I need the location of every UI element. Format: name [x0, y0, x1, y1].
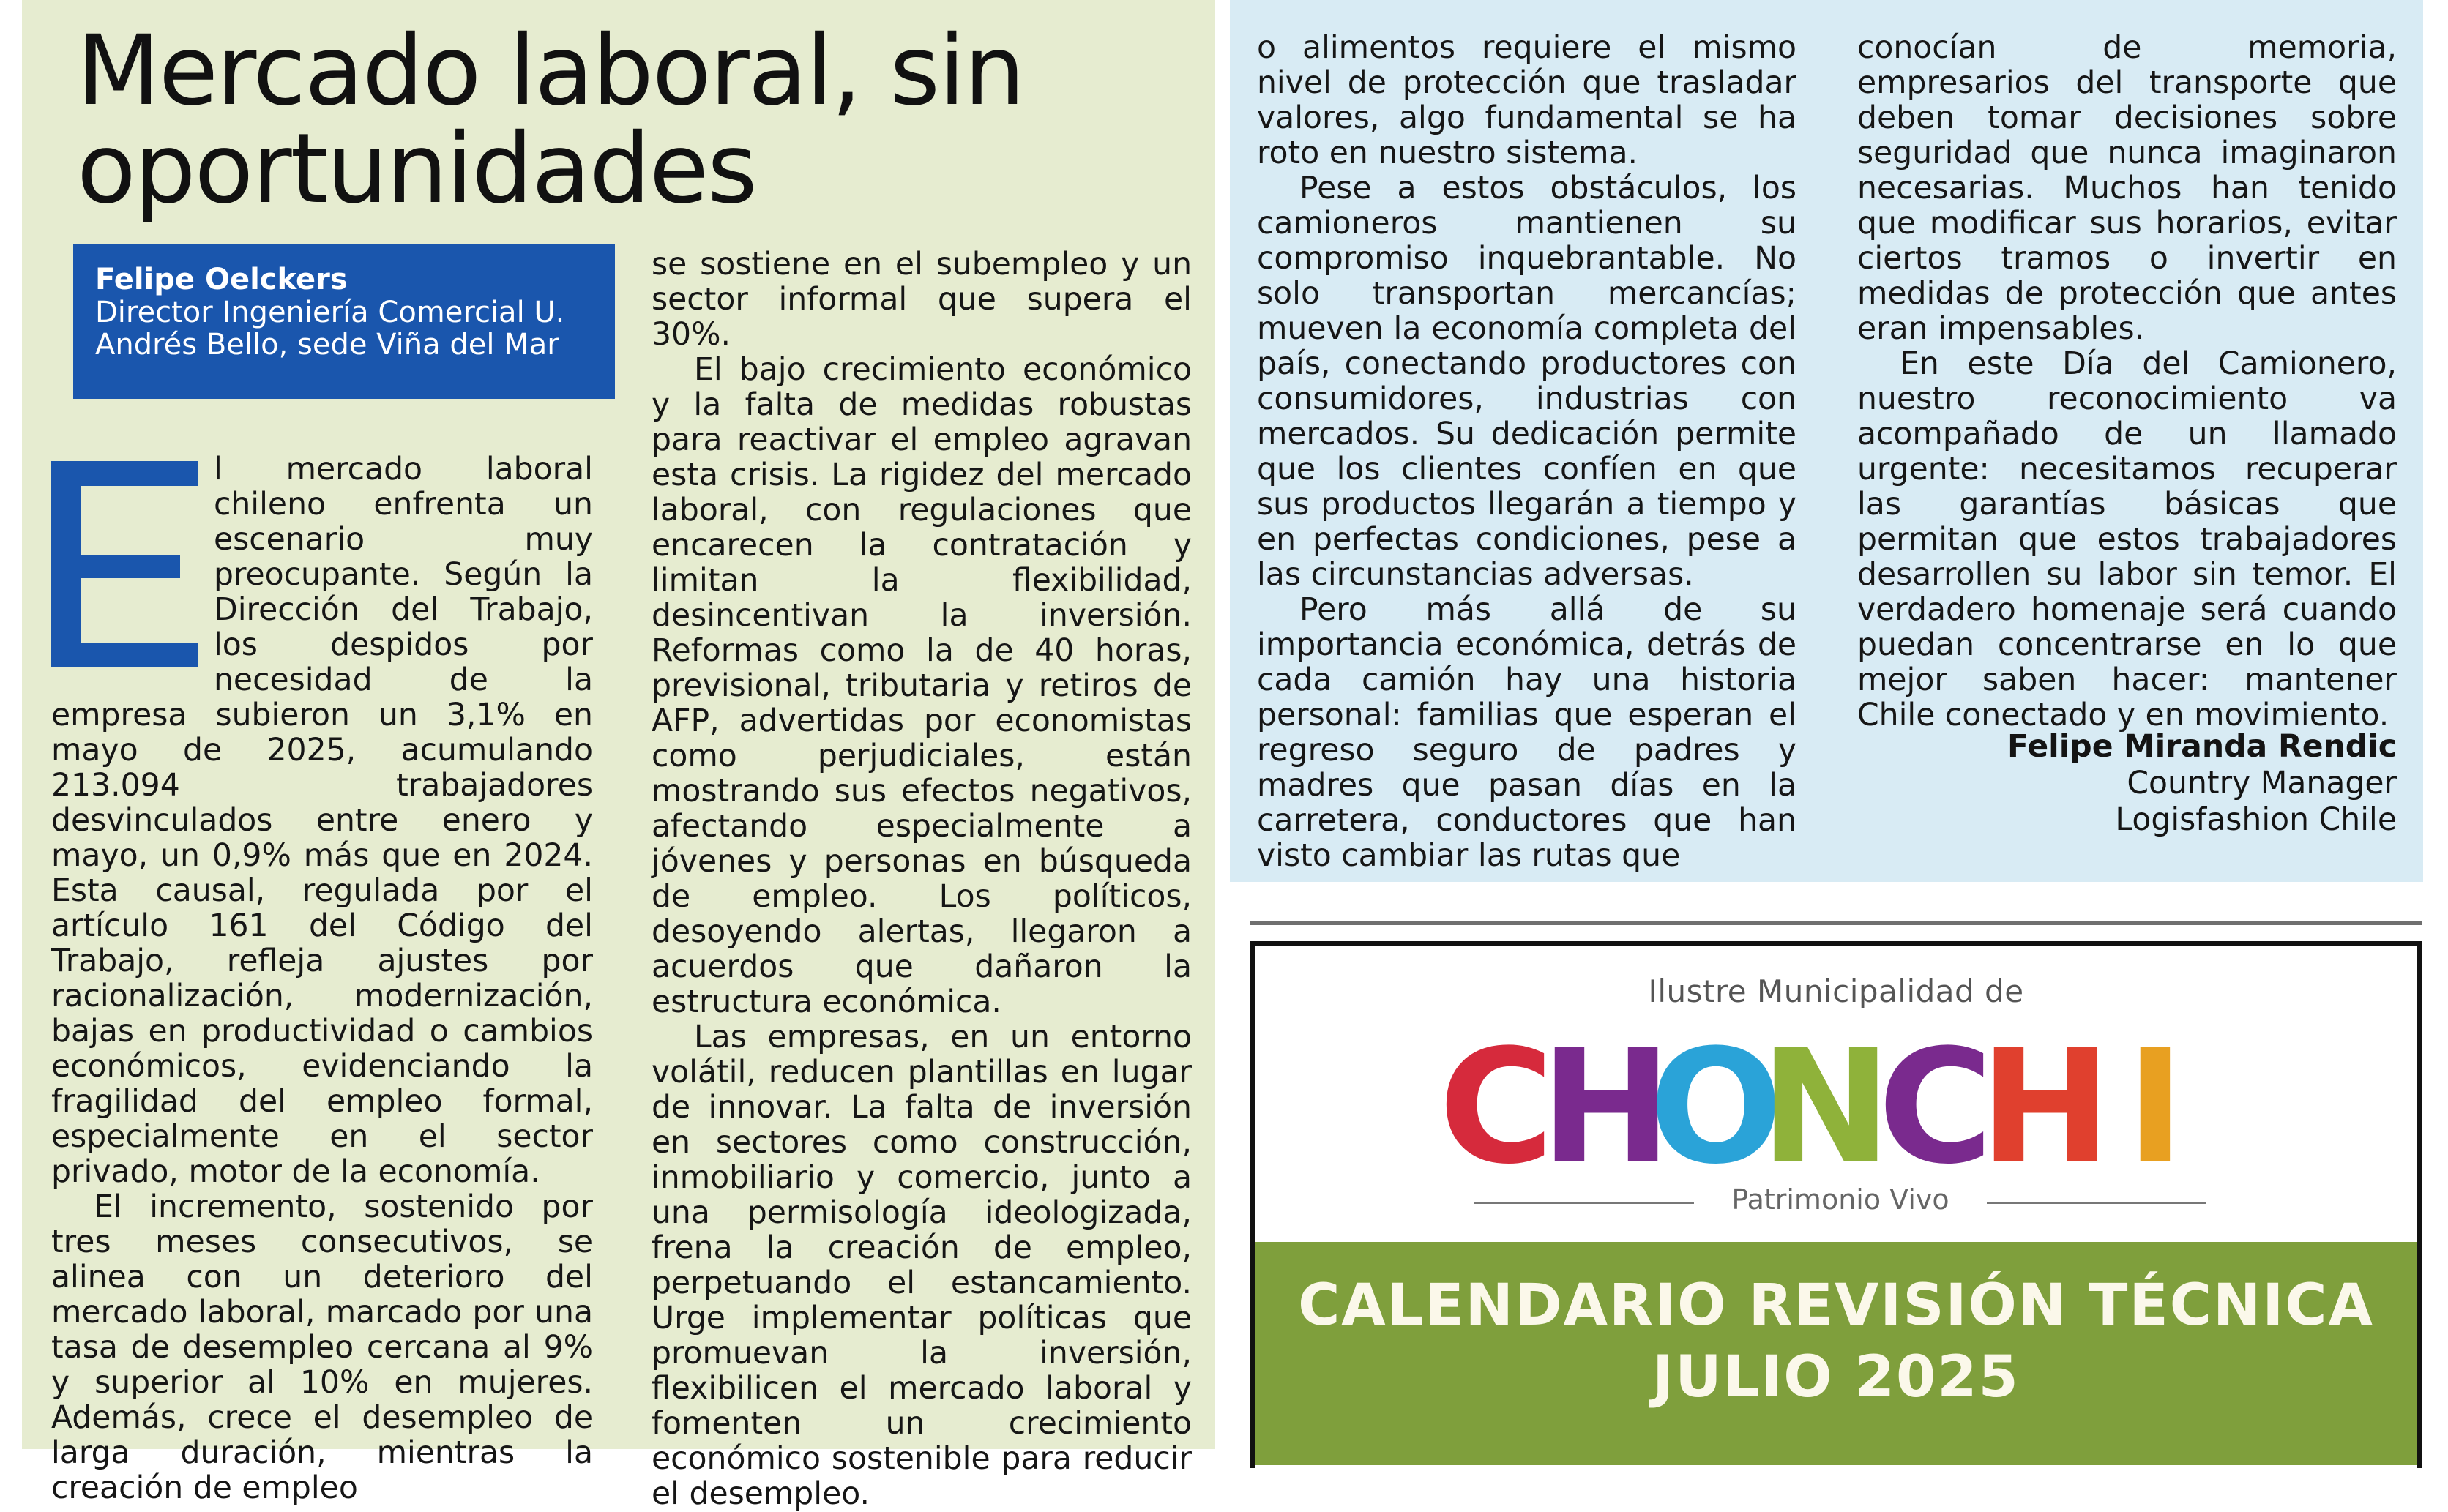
ad-subtitle: Patrimonio Vivo — [1731, 1183, 1949, 1216]
drop-cap — [51, 461, 198, 667]
chonchi-logo-graphic — [1438, 1015, 2228, 1199]
logo-letter: H — [1540, 1015, 1672, 1199]
opinion-paragraph: o alimentos requiere el mismo nivel de protección que trasladar valores, algo fundamental se ha roto en nuestro sistema. — [1257, 30, 1796, 171]
chonchi-logo — [1438, 1015, 2228, 1199]
banner-title: CALENDARIO REVISIÓN TÉCNICA — [1298, 1273, 2374, 1339]
logo-letter: N — [1760, 1015, 1892, 1199]
author-name: Felipe Oelckers — [95, 263, 348, 296]
logo-letter: I — [2126, 1015, 2184, 1199]
logo-letter: C — [1878, 1015, 1993, 1199]
opinion-paragraph: En este Día del Camionero, nuestro reconocimiento va acompañado de un llamado urgente: necesitamos recuperar las garantías básicas que permitan que estos trabajadores desarrollen su labor sin temor. El verdadero homenaje será cuando puedan concentrarse en lo que mejor saben hacer: mantener Chile conectado y en movimiento. — [1857, 346, 2397, 733]
municipality-ad — [1250, 941, 2422, 1468]
opinion-paragraph: Pese a estos obstáculos, los camioneros mantienen su compromiso inquebrantable. No solo transportan mercancías; mueven la economía completa del país, conectando productores con consumidores, industrias con mercados. Su dedicación permite que los clientes confíen en que sus productos llegarán a tiempo y en perfectas condiciones, pese a las circunstancias adversas. — [1257, 171, 1796, 593]
signature-title: Country Manager — [2127, 766, 2397, 801]
opinion-signature — [1857, 729, 2397, 839]
logo-letter: C — [1438, 1015, 1554, 1199]
article-paragraph: se sostiene en el subempleo y un sector informal que supera el 30%. — [652, 247, 1192, 353]
article-paragraph: El bajo crecimiento económico y la falta de medidas robustas para reactivar el empleo agravan esta crisis. La rigidez del mercado laboral, con regulaciones que encarecen la contratación y limitan la flexibilidad, desincentivan la inversión. Reformas como la de 40 horas, previsional, tributaria y retiros de AFP, advertidas por economistas como perjudiciales, están mostrando sus efectos negativos, afectando especialmente a jóvenes y personas en búsqueda de empleo. Los políticos, desoyendo alertas, llegaron a acuerdos que dañaron la estructura económica. — [652, 352, 1192, 1020]
article-headline: Mercado laboral, sin oportunidades — [77, 15, 1024, 225]
drop-cap-glyph — [51, 461, 198, 667]
author-role: Director Ingeniería Comercial U. Andrés Bello, sede Viña del Mar — [95, 296, 565, 362]
article-paragraph: Las empresas, en un entorno volátil, reducen plantillas en lugar de innovar. La falta de inversión en sectores como construcción, inmobiliario y comercio, junto a una permisología ideologizada, frena la creación de empleo, perpetuando el estancamiento. Urge implementar políticas que promuevan la inversión, flexibilicen el mercado laboral y fomenten un crecimiento económico sostenible para reducir el desempleo. — [652, 1019, 1192, 1512]
patrimonio-row — [1474, 1183, 2206, 1220]
article-column-1 — [51, 452, 593, 1506]
article-paragraph: El incremento, sostenido por tres meses consecutivos, se alinea con un deterioro del mercado laboral, marcado por una tasa de desempleo cercana al 9% y superior al 10% en mujeres. Además, crece el desempleo de larga duración, mientras la creación de empleo — [51, 1189, 593, 1506]
ad-banner — [1255, 1242, 2417, 1465]
decorative-line — [1987, 1202, 2206, 1204]
logo-letter: H — [1979, 1015, 2111, 1199]
banner-date: JULIO 2025 — [1652, 1344, 2020, 1410]
opinion-column-2 — [1857, 30, 2397, 733]
logo-letter: O — [1649, 1015, 1783, 1199]
opinion-column-1 — [1257, 30, 1796, 874]
signature-name: Felipe Miranda Rendic — [2007, 729, 2397, 765]
opinion-paragraph: Pero más allá de su importancia económica, detrás de cada camión hay una historia personal: familias que esperan el regreso seguro de padres y madres que pasan días en la carretera, conductores que han visto cambiar las rutas que — [1257, 592, 1796, 874]
opinion-paragraph: conocían de memoria, empresarios del transporte que deben tomar decisiones sobre seguridad que nunca imaginaron necesarias. Muchos han tenido que modificar sus horarios, evitar ciertos tramos o invertir en medidas de protección que antes eran impensables. — [1857, 30, 2397, 347]
author-box — [73, 244, 615, 399]
signature-company: Logisfashion Chile — [2115, 802, 2397, 838]
section-divider — [1250, 921, 2422, 925]
article-paragraph: l mercado laboral chileno enfrenta un escenario muy preocupante. Según la Dirección del Trabajo, los despidos por necesidad de la empresa subieron un 3,1% en mayo de 2025, acumulando 213.094 trabajadores desvinculados entre enero y mayo, un 0,9% más que en 2024. Esta causal, regulada por el artículo 161 del Código del Trabajo, refleja ajustes por racionalización, modernización, bajas en productividad o cambios económicos, evidenciando la fragilidad del empleo formal, especialmente en el sector privado, motor de la economía. — [51, 452, 593, 1190]
article-column-2 — [652, 247, 1192, 1512]
ad-municipality-label: Ilustre Municipalidad de — [1648, 973, 2024, 1009]
